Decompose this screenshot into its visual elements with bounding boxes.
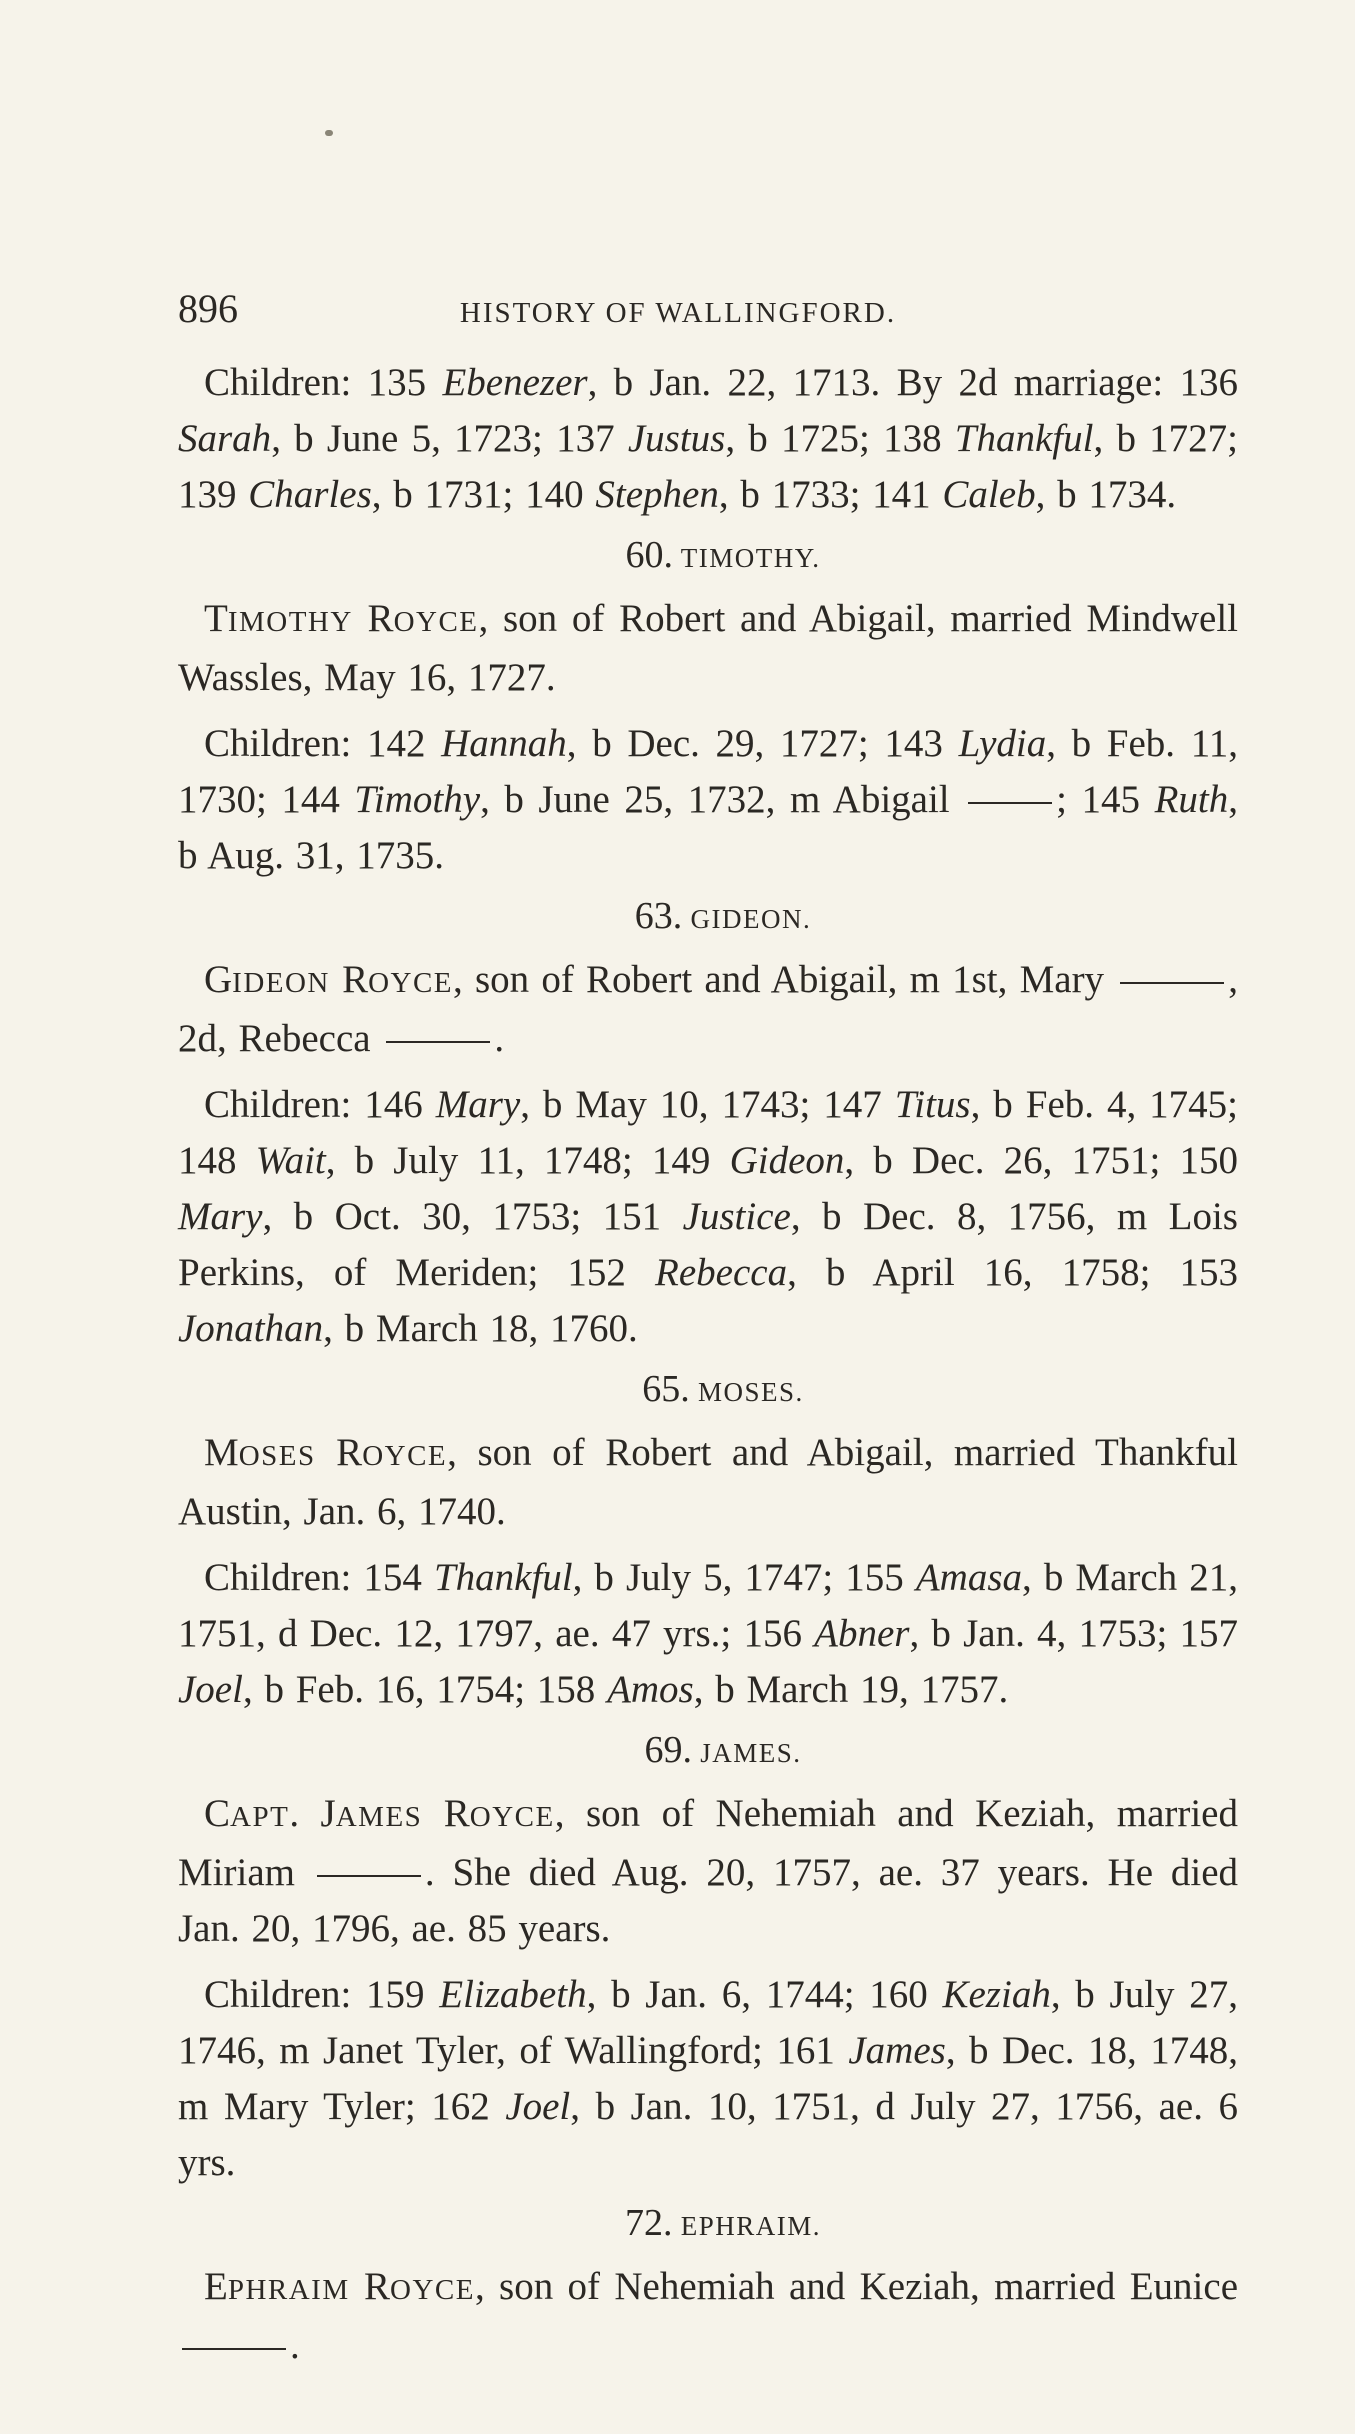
page-number: 896 — [178, 286, 238, 331]
paragraph: EPHRAIM ROYCE, son of Nehemiah and Keziah, married Eunice . — [178, 2259, 1238, 2374]
paragraph: MOSES ROYCE, son of Robert and Abigail, married Thankful Austin, Jan. 6, 1740. — [178, 1431, 1239, 1533]
section-heading: 60. TIMOTHY. — [625, 534, 821, 576]
paragraph: Children: 146 Mary, b May 10, 1743; 147 Titus, b Feb. 4, 1745; 148 Wait, b July 11, 1748; 149 Gideon, b Dec. 26, 1751; 150 Mary, b Oct. 30, 1753; 151 Justice, b Dec. 8, 1756, m Lois Perkins, of Meriden; 152 Rebecca, b April 16, 1758; 153 Jonathan, b March 18, 1760. — [178, 1083, 1239, 1350]
running-title: HISTORY OF WALLINGFORD. — [459, 297, 897, 329]
paragraph: TIMOTHY ROYCE, son of Robert and Abigail, married Mindwell Wassles, May 16, 1727. — [178, 597, 1239, 699]
paragraph: CAPT. JAMES ROYCE, son of Nehemiah and Keziah, married Miriam . She died Aug. 20, 1757, ae. 37 years. He died Jan. 20, 1796, ae. 85 years. — [178, 1792, 1239, 1950]
section-heading: 65. MOSES. — [642, 1368, 804, 1410]
blank-dash — [182, 2348, 286, 2350]
paragraph: Children: 159 Elizabeth, b Jan. 6, 1744; 160 Keziah, b July 27, 1746, m Janet Tyler, of Wallingford; 161 James, b Dec. 18, 1748, m Mary Tyler; 162 Joel, b Jan. 10, 1751, d July 27, 1756, ae. 6 yrs. — [178, 1973, 1238, 2184]
section-heading: 69. JAMES. — [644, 1729, 802, 1771]
book-page — [178, 285, 1238, 2384]
ink-speck — [325, 130, 333, 136]
blank-dash — [386, 1041, 490, 1043]
paragraph: GIDEON ROYCE, son of Robert and Abigail, m 1st, Mary , 2d, Rebecca . — [178, 958, 1238, 1060]
running-head — [178, 285, 1238, 355]
blank-dash — [1120, 982, 1224, 984]
blank-dash — [317, 1875, 421, 1877]
section-heading: 63. GIDEON. — [634, 895, 812, 937]
paragraph: Children: 154 Thankful, b July 5, 1747; 155 Amasa, b March 21, 1751, d Dec. 12, 1797, ae. 47 yrs.; 156 Abner, b Jan. 4, 1753; 157 Joel, b Feb. 16, 1754; 158 Amos, b March 19, 1757. — [178, 1556, 1239, 1711]
section-heading: 72. EPHRAIM. — [624, 2202, 821, 2244]
blank-dash — [968, 802, 1052, 804]
paragraph: Children: 135 Ebenezer, b Jan. 22, 1713. By 2d marriage: 136 Sarah, b June 5, 1723; 137 Justus, b 1725; 138 Thankful, b 1727; 139 Charles, b 1731; 140 Stephen, b 1733; 141 Caleb, b 1734. — [178, 361, 1238, 516]
paragraph: Children: 142 Hannah, b Dec. 29, 1727; 143 Lydia, b Feb. 11, 1730; 144 Timothy, b June 25, 1732, m Abigail ; 145 Ruth, b Aug. 31, 1735. — [178, 722, 1238, 877]
